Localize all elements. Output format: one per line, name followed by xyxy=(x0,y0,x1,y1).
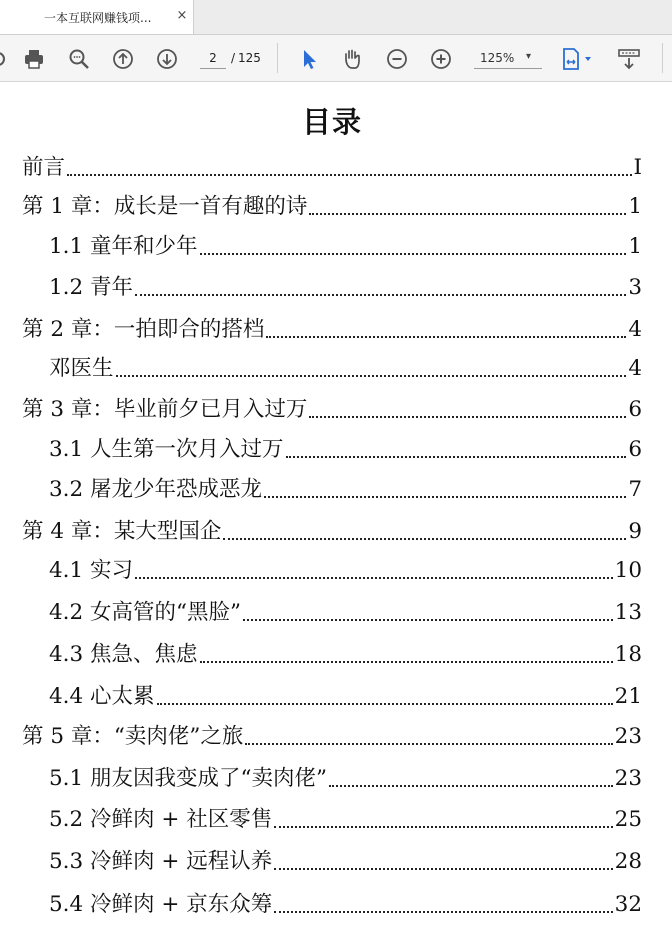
chevron-down-icon: ▾ xyxy=(526,51,532,62)
toc-entry-page: 28 xyxy=(614,849,642,874)
toc-entry[interactable] xyxy=(0,153,642,183)
zoom-in-icon[interactable] xyxy=(429,47,453,71)
toc-leader-dots xyxy=(274,826,612,828)
toc-entry-label: 4.4 心太累 xyxy=(49,684,155,709)
toc-entry-label: 3.2 屠龙少年恐成恶龙 xyxy=(49,477,263,502)
toc-entry-page: 6 xyxy=(628,397,642,422)
toc-leader-dots xyxy=(266,336,626,338)
select-cursor-icon[interactable] xyxy=(297,47,321,71)
toc-entry-page: 25 xyxy=(614,807,642,832)
toc-entry-label: 1.1 童年和少年 xyxy=(49,234,198,259)
total-pages: 125 xyxy=(238,51,261,65)
toc-entry-page: 6 xyxy=(628,437,642,462)
toc-entry-page: 1 xyxy=(628,194,642,219)
toc-leader-dots xyxy=(274,868,612,870)
toc-entry-page: 7 xyxy=(628,477,642,502)
toc-entry[interactable] xyxy=(0,315,642,345)
toc-entry-label: 邓医生 xyxy=(49,356,114,381)
toc-entry-page: 32 xyxy=(614,892,642,917)
toc-leader-dots xyxy=(329,785,613,787)
toc-entry[interactable] xyxy=(0,764,642,794)
toc-entry-label: 第 3 章：毕业前夕已月入过万 xyxy=(22,397,308,422)
hand-tool-icon[interactable] xyxy=(340,47,364,71)
toc-entry-label: 4.1 实习 xyxy=(49,558,134,583)
page-separator: / xyxy=(231,51,236,65)
toc-entry[interactable] xyxy=(0,435,642,465)
toc-entry-page: 18 xyxy=(614,642,642,667)
toc-entry[interactable] xyxy=(0,640,642,670)
toc-leader-dots xyxy=(67,174,631,176)
toc-leader-dots xyxy=(309,416,626,418)
toc-entry-page: 9 xyxy=(628,519,642,544)
page-title: 目录 xyxy=(301,105,362,139)
toc-entry-page: 1 xyxy=(628,234,642,259)
toc-leader-dots xyxy=(223,538,626,540)
toc-entry[interactable] xyxy=(0,722,642,752)
toc-leader-dots xyxy=(135,577,613,579)
toc-entry[interactable] xyxy=(0,273,642,303)
next-page-icon[interactable] xyxy=(155,47,179,71)
toc-entry-page: 10 xyxy=(614,558,642,583)
toc-entry-label: 第 5 章：“卖肉佬”之旅 xyxy=(22,724,244,749)
fit-page-icon[interactable] xyxy=(560,47,596,71)
toc-entry[interactable] xyxy=(0,805,642,835)
toc-leader-dots xyxy=(200,661,613,663)
toc-leader-dots xyxy=(286,456,627,458)
toc-entry-label: 第 4 章：某大型国企 xyxy=(22,519,222,544)
toc-entry[interactable] xyxy=(0,232,642,262)
toc-leader-dots xyxy=(135,294,626,296)
toc-leader-dots xyxy=(116,375,627,377)
save-icon[interactable] xyxy=(0,47,10,71)
toc-entry-page: 4 xyxy=(628,356,642,381)
toc-entry-page: 21 xyxy=(614,684,642,709)
toc-entry-label: 前言 xyxy=(22,155,66,180)
toc-entry[interactable] xyxy=(0,556,642,586)
toc-entry-label: 5.3 冷鲜肉 + 远程认养 xyxy=(49,849,273,874)
toc-entry-label: 第 1 章：成长是一首有趣的诗 xyxy=(22,194,308,219)
previous-page-icon[interactable] xyxy=(111,47,135,71)
toc-leader-dots xyxy=(309,213,626,215)
toc-entry-label: 1.2 青年 xyxy=(49,275,134,300)
zoom-select[interactable] xyxy=(474,47,542,69)
toc-entry[interactable] xyxy=(0,890,642,920)
document-page xyxy=(0,82,672,930)
toc-entry-label: 第 2 章：一拍即合的搭档 xyxy=(22,317,265,342)
toolbar xyxy=(0,35,672,82)
toc-entry[interactable] xyxy=(0,395,642,425)
toc-leader-dots xyxy=(245,743,612,745)
zoom-out-icon[interactable] xyxy=(385,47,409,71)
toolbar-divider xyxy=(277,43,278,73)
toc-entry-page: 4 xyxy=(628,317,642,342)
zoom-value: 125% xyxy=(480,51,515,65)
toc-entry-page: 23 xyxy=(614,766,642,791)
toc-entry[interactable] xyxy=(0,475,642,505)
toc-entry-label: 4.3 焦急、焦虑 xyxy=(49,642,198,667)
toc-entry-label: 3.1 人生第一次月入过万 xyxy=(49,437,284,462)
toc-entry[interactable] xyxy=(0,847,642,877)
page-number-input[interactable]: 2 xyxy=(200,47,226,69)
print-icon[interactable] xyxy=(22,47,46,71)
toc-entry-label: 4.2 女高管的“黑脸” xyxy=(49,600,242,625)
zoom-search-icon[interactable] xyxy=(67,47,91,71)
document-tab[interactable] xyxy=(0,0,194,34)
toc-entry-page: I xyxy=(633,155,642,180)
close-icon[interactable]: × xyxy=(176,8,188,23)
toolbar-divider xyxy=(662,43,663,73)
toc-leader-dots xyxy=(274,911,612,913)
toc-entry-page: 23 xyxy=(614,724,642,749)
toc-leader-dots xyxy=(264,496,626,498)
toc-entry[interactable] xyxy=(0,682,642,712)
toc-leader-dots xyxy=(157,703,613,705)
toc-entry-label: 5.1 朋友因我变成了“卖肉佬” xyxy=(49,766,328,791)
toc-entry[interactable] xyxy=(0,517,642,547)
toc-leader-dots xyxy=(243,619,613,621)
tab-bar xyxy=(0,0,672,35)
toc-entry-page: 3 xyxy=(628,275,642,300)
toc-entry[interactable] xyxy=(0,192,642,222)
toc-entry-page: 13 xyxy=(614,600,642,625)
toc-leader-dots xyxy=(200,253,627,255)
toc-entry-label: 5.4 冷鲜肉 + 京东众筹 xyxy=(49,892,273,917)
toc-entry-label: 5.2 冷鲜肉 + 社区零售 xyxy=(49,807,273,832)
toc-entry[interactable] xyxy=(0,598,642,628)
scroll-mode-icon[interactable] xyxy=(616,47,642,71)
toc-entry[interactable] xyxy=(0,354,642,384)
tab-title: 一本互联网赚钱项... xyxy=(44,10,152,25)
